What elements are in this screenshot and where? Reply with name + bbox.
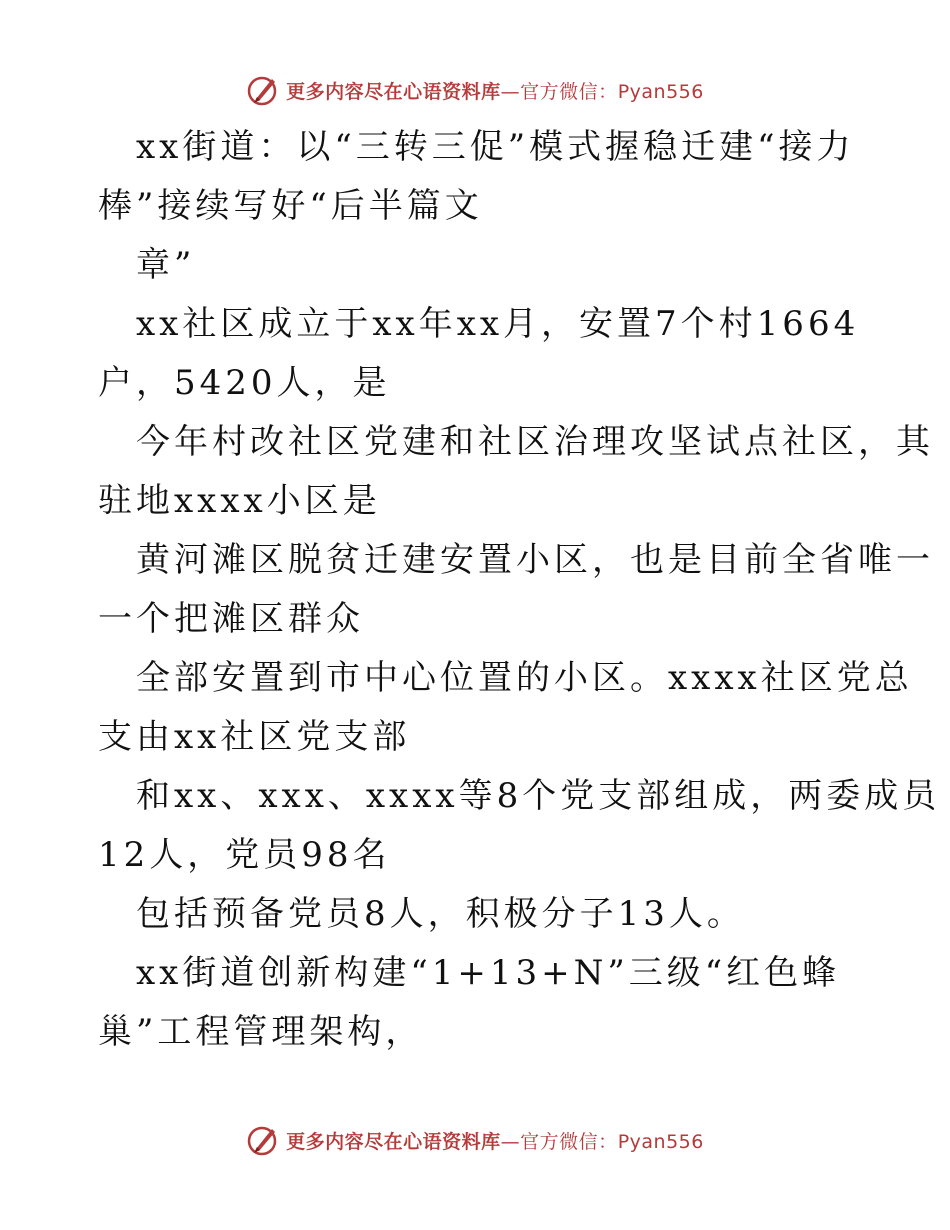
watermark-text xyxy=(286,77,704,104)
text-line: 包括预备党员8人，积极分子13人。 xyxy=(136,894,745,934)
footer-watermark-banner xyxy=(0,1120,950,1160)
text-line: 棒”接续写好“后半篇文 xyxy=(98,186,483,226)
pen-logo-icon xyxy=(246,1123,280,1157)
text-line: 户，5420人，是 xyxy=(98,363,391,403)
text-line: 驻地xxxx小区是 xyxy=(98,481,381,521)
text-line: 一个把滩区群众 xyxy=(98,599,364,639)
text-line: 章” xyxy=(136,245,196,285)
watermark-wechat-id: Pyan556 xyxy=(617,80,704,103)
text-line: xx街道：以“三转三促”模式握稳迁建“接力 xyxy=(136,127,855,167)
text-line: 和xx、xxx、xxxx等8个党支部组成，两委成员 xyxy=(136,776,941,816)
header-watermark-banner xyxy=(0,70,950,110)
watermark-library-name: 更多内容尽在心语资料库 xyxy=(286,1130,501,1153)
watermark-wechat-label: 官方微信： xyxy=(520,1130,618,1153)
watermark-library-name: 更多内容尽在心语资料库 xyxy=(286,80,501,103)
text-line: 12人，党员98名 xyxy=(98,835,391,875)
watermark-wechat-id: Pyan556 xyxy=(617,1130,704,1153)
text-line: xx社区成立于xx年xx月，安置7个村1664 xyxy=(136,304,860,344)
text-line: 巢”工程管理架构， xyxy=(98,1012,424,1052)
pen-logo-icon xyxy=(246,73,280,107)
watermark-dash: — xyxy=(500,1130,521,1153)
watermark-dash: — xyxy=(500,80,521,103)
text-line: xx街道创新构建“1+13+N”三级“红色蜂 xyxy=(136,953,841,993)
watermark-text xyxy=(286,1127,704,1154)
text-line: 今年村改社区党建和社区治理攻坚试点社区，其 xyxy=(136,422,934,462)
text-line: 全部安置到市中心位置的小区。xxxx社区党总 xyxy=(136,658,913,698)
watermark-wechat-label: 官方微信： xyxy=(520,80,618,103)
header-watermark xyxy=(246,73,704,107)
text-line: 支由xx社区党支部 xyxy=(98,717,411,757)
document-body xyxy=(98,118,941,1062)
text-line: 黄河滩区脱贫迁建安置小区，也是目前全省唯一 xyxy=(136,540,934,580)
footer-watermark xyxy=(246,1123,704,1157)
